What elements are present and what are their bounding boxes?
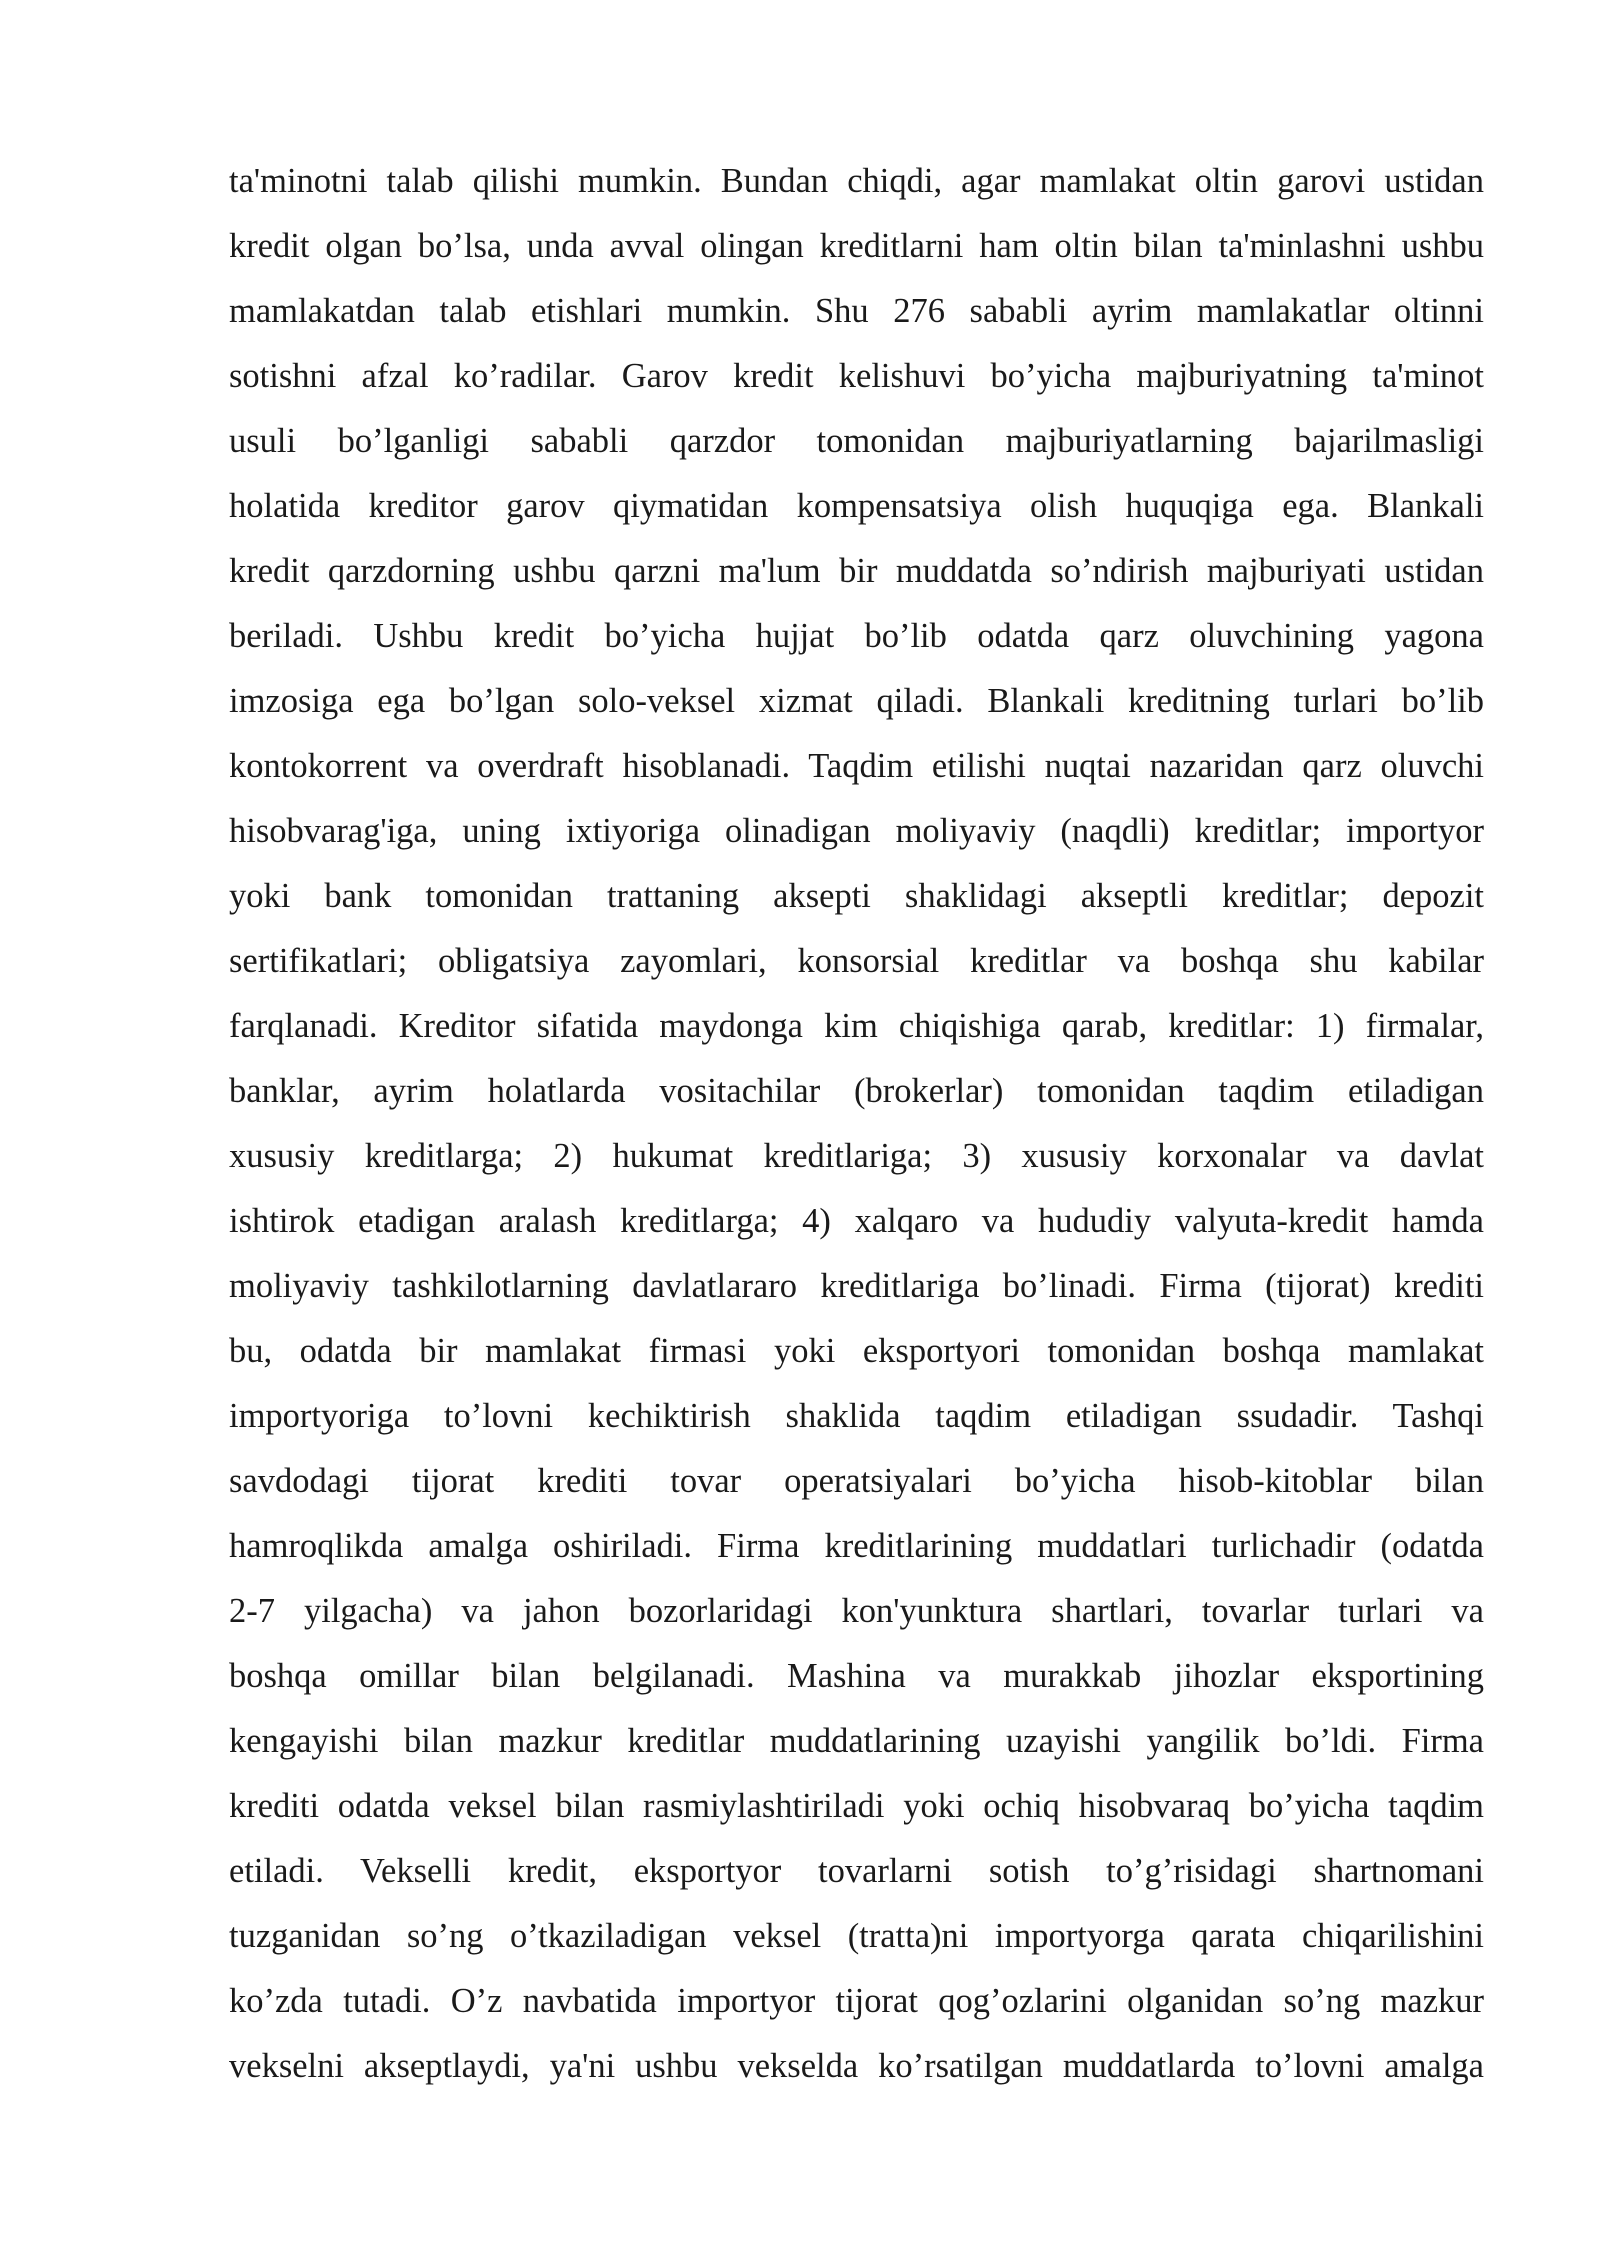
text-line: farqlanadi. Kreditor sifatida maydonga kim chiqishiga qarab, kreditlar: 1) firmalar, [229,1007,1484,1045]
text-line: sertifikatlari; obligatsiya zayomlari, konsorsial kreditlar va boshqa shu kabilar [229,942,1484,980]
text-line: ta'minotni talab qilishi mumkin. Bundan chiqdi, agar mamlakat oltin garovi ustidan [229,162,1484,200]
text-line: banklar, ayrim holatlarda vositachilar (brokerlar) tomonidan taqdim etiladigan [229,1072,1484,1110]
text-line: yoki bank tomonidan trattaning aksepti shaklidagi akseptli kreditlar; depozit [229,877,1484,915]
text-line: boshqa omillar bilan belgilanadi. Mashina va murakkab jihozlar eksportining [229,1657,1484,1695]
text-line: beriladi. Ushbu kredit bo’yicha hujjat bo’lib odatda qarz oluvchining yagona [229,617,1484,655]
text-line: sotishni afzal ko’radilar. Garov kredit kelishuvi bo’yicha majburiyatning ta'minot [229,357,1484,395]
text-line: ko’zda tutadi. O’z navbatida importyor tijorat qog’ozlarini olganidan so’ng mazkur [229,1982,1484,2020]
text-line: xususiy kreditlarga; 2) hukumat kreditlariga; 3) xususiy korxonalar va davlat [229,1137,1484,1175]
text-line: krediti odatda veksel bilan rasmiylashtiriladi yoki ochiq hisobvaraq bo’yicha taqdim [229,1787,1484,1825]
text-line: usuli bo’lganligi sababli qarzdor tomonidan majburiyatlarning bajarilmasligi [229,422,1484,460]
text-line: kredit qarzdorning ushbu qarzni ma'lum bir muddatda so’ndirish majburiyati ustidan [229,552,1484,590]
text-line: imzosiga ega bo’lgan solo-veksel xizmat qiladi. Blankali kreditning turlari bo’lib [229,682,1484,720]
text-line: ishtirok etadigan aralash kreditlarga; 4) xalqaro va hududiy valyuta-kredit hamda [229,1202,1484,1240]
text-line: tuzganidan so’ng o’tkaziladigan veksel (tratta)ni importyorga qarata chiqarilishini [229,1917,1484,1955]
text-line: savdodagi tijorat krediti tovar operatsiyalari bo’yicha hisob-kitoblar bilan [229,1462,1484,1500]
text-line: mamlakatdan talab etishlari mumkin. Shu 276 sababli ayrim mamlakatlar oltinni [229,292,1484,330]
text-line: etiladi. Vekselli kredit, eksportyor tovarlarni sotish to’g’risidagi shartnomani [229,1852,1484,1890]
text-line: holatida kreditor garov qiymatidan kompensatsiya olish huquqiga ega. Blankali [229,487,1484,525]
body-paragraph [229,149,1484,2099]
text-line: hamroqlikda amalga oshiriladi. Firma kreditlarining muddatlari turlichadir (odatda [229,1527,1484,1565]
text-line: hisobvarag'iga, uning ixtiyoriga olinadigan moliyaviy (naqdli) kreditlar; importyor [229,812,1484,850]
text-line: 2-7 yilgacha) va jahon bozorlaridagi kon'yunktura shartlari, tovarlar turlari va [229,1592,1484,1630]
text-line: kontokorrent va overdraft hisoblanadi. Taqdim etilishi nuqtai nazaridan qarz oluvchi [229,747,1484,785]
text-line: moliyaviy tashkilotlarning davlatlararo kreditlariga bo’linadi. Firma (tijorat) krediti [229,1267,1484,1305]
text-line: bu, odatda bir mamlakat firmasi yoki eksportyori tomonidan boshqa mamlakat [229,1332,1484,1370]
text-line: kredit olgan bo’lsa, unda avval olingan kreditlarni ham oltin bilan ta'minlashni ushbu [229,227,1484,265]
text-line: kengayishi bilan mazkur kreditlar muddatlarining uzayishi yangilik bo’ldi. Firma [229,1722,1484,1760]
text-line: importyoriga to’lovni kechiktirish shaklida taqdim etiladigan ssudadir. Tashqi [229,1397,1484,1435]
text-line: vekselni akseptlaydi, ya'ni ushbu vekselda ko’rsatilgan muddatlarda to’lovni amalga [229,2047,1484,2085]
